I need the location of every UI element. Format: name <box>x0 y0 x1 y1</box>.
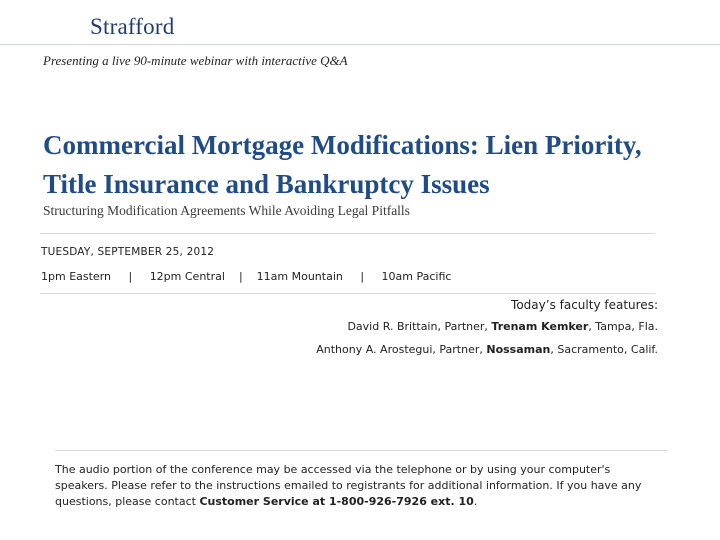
page-title: Commercial Mortgage Modifications: Lien Priority, Title Insurance and Bankruptcy Issues <box>43 130 642 199</box>
divider <box>55 450 667 451</box>
time-pacific: 10am Pacific <box>381 270 452 283</box>
time-eastern: 1pm Eastern <box>41 270 111 283</box>
strafford-logo: Strafford <box>90 14 175 39</box>
audio-notice-text: The audio portion of the conference may be accessed via the telephone or by using your computer's speakers. Please refer to the instructions emailed to registrants for additional information. If you have any questions, please contact <box>55 463 642 508</box>
faculty-member <box>316 320 658 333</box>
divider <box>40 293 655 294</box>
time-separator: | <box>128 270 133 283</box>
faculty-firm: Nossaman <box>486 343 551 356</box>
webinar-times <box>41 270 451 283</box>
faculty-section <box>316 298 658 366</box>
header-divider <box>0 44 720 45</box>
faculty-firm: Trenam Kemker <box>491 320 589 333</box>
divider <box>40 233 655 234</box>
faculty-name: Anthony A. Arostegui, Partner, <box>316 343 487 356</box>
time-central: 12pm Central <box>149 270 225 283</box>
audio-notice-end: . <box>473 495 478 508</box>
faculty-location: , Sacramento, Calif. <box>550 343 658 356</box>
faculty-member <box>316 343 658 356</box>
audio-notice <box>55 462 655 510</box>
time-mountain: 11am Mountain <box>256 270 343 283</box>
page-subtitle: Structuring Modification Agreements While Avoiding Legal Pitfalls <box>43 203 410 218</box>
faculty-intro: Today’s faculty features: <box>511 298 658 312</box>
time-separator: | <box>238 270 243 283</box>
customer-service-contact: Customer Service at 1-800-926-7926 ext. 10 <box>199 495 474 508</box>
faculty-name: David R. Brittain, Partner, <box>347 320 492 333</box>
time-separator: | <box>360 270 365 283</box>
webinar-date: TUESDAY, SEPTEMBER 25, 2012 <box>41 246 215 258</box>
tagline: Presenting a live 90-minute webinar with interactive Q&A <box>43 53 348 68</box>
faculty-location: , Tampa, Fla. <box>588 320 658 333</box>
